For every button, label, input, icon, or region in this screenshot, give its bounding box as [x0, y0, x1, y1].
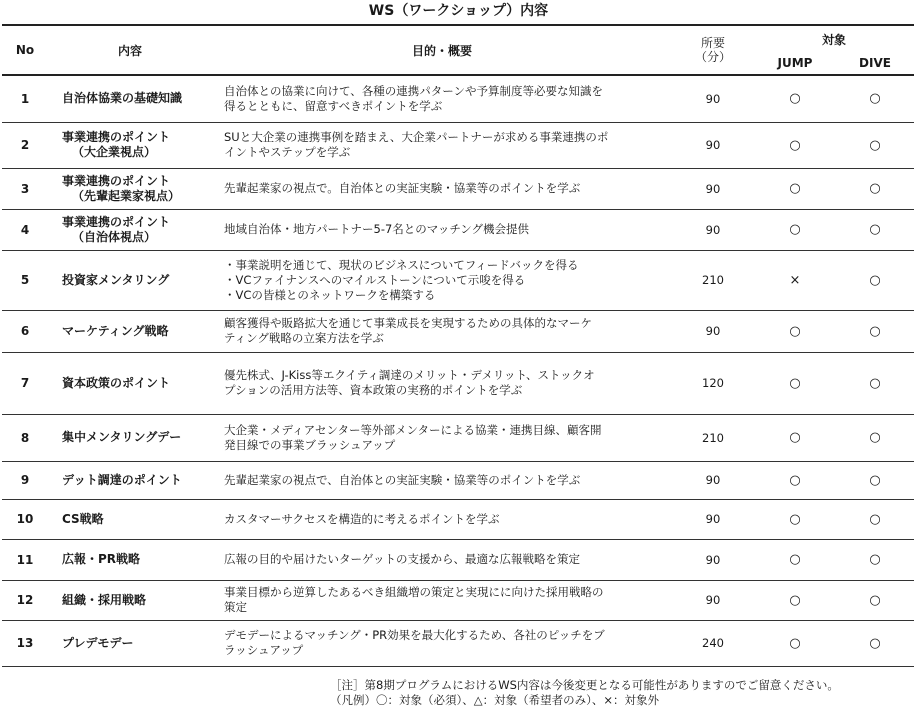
- duration-minutes: 240: [672, 620, 754, 666]
- workshop-purpose: [212, 122, 672, 168]
- target-dive-mark: ○: [836, 75, 914, 122]
- purpose-line: 自治体との協業に向けて、各種の連携パターンや予算制度等必要な知識を: [224, 83, 604, 98]
- workshop-name-line: 事業連携のポイント: [62, 173, 171, 188]
- purpose-line: ラッシュアップ: [224, 643, 304, 657]
- workshop-name: [48, 580, 212, 620]
- target-dive-mark: ○: [836, 168, 914, 209]
- target-dive-mark: ○: [836, 461, 914, 499]
- workshop-name-line: 事業連携のポイント: [62, 214, 171, 229]
- workshop-purpose: [212, 414, 672, 461]
- row-number: 12: [2, 580, 48, 620]
- purpose-line: 発目線での事業ブラッシュアップ: [224, 437, 396, 452]
- target-dive-mark: ○: [836, 580, 914, 620]
- workshop-purpose: [212, 580, 672, 620]
- purpose-line: プションの活用方法等、資本政策の実務的ポイントを学ぶ: [224, 383, 523, 397]
- row-number: 9: [2, 461, 48, 499]
- row-number: 5: [2, 250, 48, 310]
- workshop-name-line: プレデモデー: [62, 635, 134, 650]
- workshop-purpose: [212, 168, 672, 209]
- footnotes: [330, 678, 839, 708]
- target-dive-mark: ○: [836, 414, 914, 461]
- workshop-name: [48, 122, 212, 168]
- purpose-line: 得るとともに、留意すべきポイントを学ぶ: [224, 98, 443, 113]
- workshop-name-line: CS戦略: [62, 511, 104, 526]
- workshop-purpose: [212, 250, 672, 310]
- target-dive-mark: ○: [836, 620, 914, 666]
- workshop-purpose: [212, 461, 672, 499]
- table-row: [2, 209, 914, 250]
- workshop-name: [48, 168, 212, 209]
- target-jump-mark: ○: [754, 414, 836, 461]
- workshop-purpose: [212, 539, 672, 580]
- purpose-line: 優先株式、J-Kiss等エクイティ調達のメリット・デメリット、ストックオ: [224, 368, 595, 382]
- workshop-name: [48, 461, 212, 499]
- table-row: [2, 122, 914, 168]
- workshop-purpose: [212, 310, 672, 352]
- target-dive-mark: ○: [836, 122, 914, 168]
- duration-minutes: 90: [672, 168, 754, 209]
- table-row: [2, 250, 914, 310]
- target-dive-mark: ○: [836, 209, 914, 250]
- duration-minutes: 90: [672, 310, 754, 352]
- workshop-name: [48, 310, 212, 352]
- row-number: 10: [2, 499, 48, 539]
- header-minutes: [672, 25, 754, 75]
- purpose-line: 先輩起業家の視点で、自治体との実証実験・協業等のポイントを学ぶ: [224, 472, 581, 487]
- table-row: [2, 620, 914, 666]
- header-dive: DIVE: [836, 52, 914, 75]
- header-row: [2, 25, 914, 52]
- target-jump-mark: ○: [754, 580, 836, 620]
- row-number: 6: [2, 310, 48, 352]
- purpose-line: 顧客獲得や販路拡大を通じて事業成長を実現するための具体的なマーケ: [224, 316, 592, 330]
- purpose-line: 大企業・メディアセンター等外部メンターによる協業・連携目線、顧客開: [224, 422, 602, 437]
- duration-minutes: 120: [672, 352, 754, 414]
- header-no: No: [2, 25, 48, 75]
- target-dive-mark: ○: [836, 250, 914, 310]
- table-row: [2, 580, 914, 620]
- purpose-line: ティング戦略の立案方法を学ぶ: [224, 331, 384, 345]
- workshop-name: [48, 250, 212, 310]
- table-row: [2, 168, 914, 209]
- duration-minutes: 90: [672, 209, 754, 250]
- header-minutes-line1: 所要: [700, 36, 725, 50]
- purpose-line: 広報の目的や届けたいターゲットの支援から、最適な広報戦略を策定: [224, 552, 581, 566]
- workshop-name: [48, 414, 212, 461]
- purpose-line: デモデーによるマッチング・PR効果を最大化するため、各社のピッチをブ: [224, 628, 605, 642]
- table-row: [2, 75, 914, 122]
- purpose-line: ・VCファイナンスへのマイルストーンについて示唆を得る: [224, 272, 526, 287]
- target-jump-mark: ○: [754, 209, 836, 250]
- workshop-name-line: 自治体協業の基礎知識: [62, 91, 183, 106]
- purpose-line: SUと大企業の連携事例を踏まえ、大企業パートナーが求める事業連携のポ: [224, 130, 609, 144]
- workshop-table: [2, 24, 914, 667]
- workshop-name: [48, 75, 212, 122]
- target-jump-mark: ○: [754, 539, 836, 580]
- workshop-name-line: 集中メンタリングデー: [62, 430, 182, 444]
- table-row: [2, 499, 914, 539]
- target-jump-mark: ○: [754, 310, 836, 352]
- workshop-purpose: [212, 499, 672, 539]
- header-target: 対象: [754, 25, 914, 52]
- workshop-name-line: デット調達のポイント: [62, 472, 182, 487]
- purpose-line: 策定: [224, 600, 247, 614]
- workshop-name-line: 投資家メンタリング: [62, 272, 170, 287]
- table-row: [2, 352, 914, 414]
- duration-minutes: 210: [672, 414, 754, 461]
- header-jump: JUMP: [754, 52, 836, 75]
- workshop-name-line: 事業連携のポイント: [62, 130, 171, 144]
- duration-minutes: 90: [672, 75, 754, 122]
- purpose-line: ・事業説明を通じて、現状のビジネスについてフィードバックを得る: [224, 257, 579, 272]
- workshop-name-line: 資本政策のポイント: [62, 375, 171, 390]
- target-jump-mark: ○: [754, 499, 836, 539]
- purpose-line: 地域自治体・地方パートナー5-7名とのマッチング機会提供: [224, 222, 530, 236]
- target-jump-mark: ○: [754, 352, 836, 414]
- table-row: [2, 461, 914, 499]
- workshop-name-line: マーケティング戦略: [62, 323, 169, 338]
- header-name: 内容: [48, 25, 212, 75]
- row-number: 7: [2, 352, 48, 414]
- duration-minutes: 90: [672, 499, 754, 539]
- target-jump-mark: ○: [754, 620, 836, 666]
- workshop-name: [48, 620, 212, 666]
- workshop-name: [48, 539, 212, 580]
- workshop-name: [48, 209, 212, 250]
- purpose-line: 事業目標から逆算したあるべき組織増の策定と実現にに向けた採用戦略の: [224, 585, 604, 599]
- purpose-line: カスタマーサクセスを構造的に考えるポイントを学ぶ: [224, 511, 500, 526]
- row-number: 2: [2, 122, 48, 168]
- workshop-name-line: （自治体視点）: [72, 229, 157, 244]
- table-row: [2, 539, 914, 580]
- workshop-purpose: [212, 209, 672, 250]
- header-minutes-line2: （分）: [694, 50, 731, 64]
- note-legend: （凡例）〇：対象（必須）、△：対象（希望者のみ）、×：対象外: [330, 693, 659, 707]
- duration-minutes: 210: [672, 250, 754, 310]
- workshop-name-line: （大企業視点）: [72, 145, 157, 159]
- header-purpose: 目的・概要: [212, 25, 672, 75]
- target-dive-mark: ○: [836, 499, 914, 539]
- workshop-purpose: [212, 620, 672, 666]
- target-jump-mark: ○: [754, 75, 836, 122]
- workshop-name: [48, 499, 212, 539]
- workshop-name: [48, 352, 212, 414]
- duration-minutes: 90: [672, 461, 754, 499]
- target-dive-mark: ○: [836, 310, 914, 352]
- workshop-name-line: （先輩起業家視点）: [72, 188, 181, 203]
- target-dive-mark: ○: [836, 539, 914, 580]
- purpose-line: イントやステップを学ぶ: [224, 145, 351, 159]
- workshop-purpose: [212, 75, 672, 122]
- page-title: WS（ワークショップ）内容: [368, 3, 549, 19]
- target-dive-mark: ○: [836, 352, 914, 414]
- workshop-purpose: [212, 352, 672, 414]
- target-jump-mark: ○: [754, 168, 836, 209]
- row-number: 8: [2, 414, 48, 461]
- table-row: [2, 414, 914, 461]
- row-number: 11: [2, 539, 48, 580]
- purpose-line: ・VCの皆様とのネットワークを構築する: [224, 287, 436, 302]
- workshop-name-line: 広報・PR戦略: [62, 552, 141, 566]
- purpose-line: 先輩起業家の視点で。自治体との実証実験・協業等のポイントを学ぶ: [224, 181, 581, 195]
- note-caution: ［注］第8期プログラムにおけるWS内容は今後変更となる可能性がありますのでご留意ください。: [330, 678, 839, 692]
- table-row: [2, 310, 914, 352]
- target-jump-mark: ○: [754, 461, 836, 499]
- row-number: 13: [2, 620, 48, 666]
- workshop-name-line: 組織・採用戦略: [62, 592, 147, 607]
- target-jump-mark: ×: [754, 250, 836, 310]
- row-number: 4: [2, 209, 48, 250]
- duration-minutes: 90: [672, 580, 754, 620]
- target-jump-mark: ○: [754, 122, 836, 168]
- row-number: 3: [2, 168, 48, 209]
- row-number: 1: [2, 75, 48, 122]
- duration-minutes: 90: [672, 539, 754, 580]
- duration-minutes: 90: [672, 122, 754, 168]
